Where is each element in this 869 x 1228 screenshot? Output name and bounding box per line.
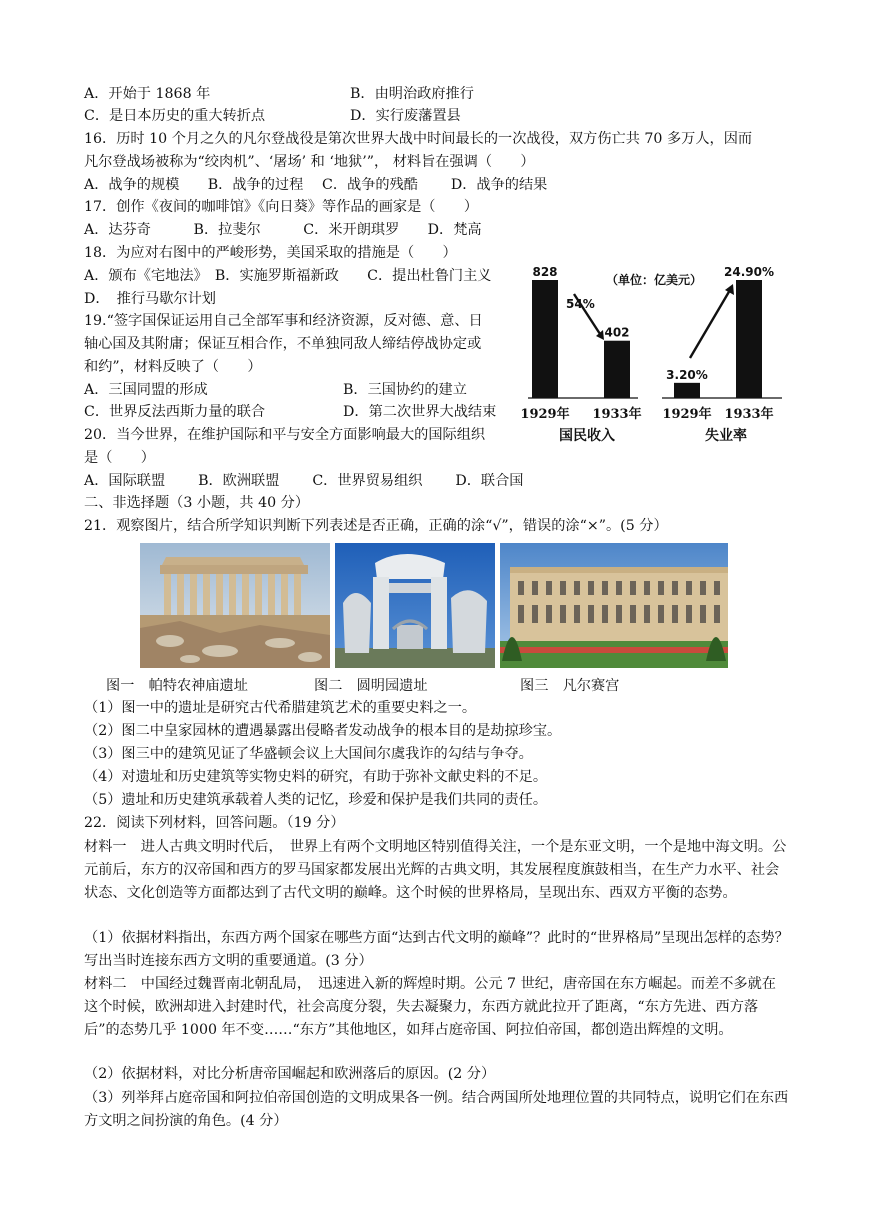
q21-item-4: （4）对遗址和历史建筑等实物史料的研究，有助于弥补文献史料的不足。 — [84, 769, 548, 785]
q21-item-5: （5）遗址和历史建筑承载着人类的记忆，珍爱和保护是我们共同的责任。 — [84, 792, 548, 808]
caption-figure-2: 图二 圆明园遗址 — [314, 678, 428, 694]
q15-option-d: D．实行废藩置县 — [350, 108, 461, 124]
q15-option-b: B．由明治政府推行 — [350, 86, 474, 102]
bar-1-0 — [674, 383, 700, 398]
value-label-1-1: 24.90% — [724, 265, 774, 279]
group-title-1: 失业率 — [705, 428, 747, 444]
chart-svg — [520, 262, 792, 462]
q17-stem: 17．创作《夜间的咖啡馆》《向日葵》等作品的画家是（ ） — [84, 199, 479, 215]
q19-option-b: B．三国协约的建立 — [343, 382, 467, 398]
value-label-0-0: 828 — [532, 265, 558, 279]
q22-stem: 22．阅读下列材料，回答问题。（19 分） — [84, 815, 345, 831]
caption-figure-3: 图三 凡尔赛宫 — [520, 678, 620, 694]
q20-stem-line1: 20．当今世界，在维护国际和平与安全方面影响最大的国际组织 — [84, 427, 486, 443]
bar-0-0 — [532, 280, 558, 398]
q15-option-a: A．开始于 1868 年 — [84, 86, 211, 102]
yuanmingyuan-photo — [335, 543, 495, 668]
q17-options: A．达芬奇 B．拉斐尔 C．米开朗琪罗 D．梵高 — [84, 222, 482, 238]
q21-item-2: （2）图二中皇家园林的遭遇暴露出侵略者发动战争的根本目的是劫掠珍宝。 — [84, 723, 562, 739]
economic-crisis-chart — [520, 262, 792, 462]
group-title-0: 国民收入 — [559, 428, 615, 444]
bar-1-1 — [736, 280, 762, 398]
q19-stem-line1: 19.“签字国保证运用自己全部军事和经济资源，反对德、意、日 — [84, 313, 483, 329]
q20-options: A．国际联盟 B．欧洲联盟 C．世界贸易组织 D．联合国 — [84, 473, 524, 489]
q22-question-3: （3）列举拜占庭帝国和阿拉伯帝国创造的文明成果各一例。结合两国所处地理位置的共同特点，说明它们在东西方文明之间扮演的角色。(4 分） — [84, 1090, 789, 1129]
unemployment-rise-arrowhead — [725, 284, 734, 295]
q18-options-line2: D． 推行马歇尔计划 — [84, 291, 216, 307]
q22-question-2: （2）依据材料，对比分析唐帝国崛起和欧洲落后的原因。(2 分） — [84, 1066, 496, 1082]
bar-0-1 — [604, 341, 630, 398]
q22-material-2: 材料二 中国经过魏晋南北朝乱局， 迅速进入新的辉煌时期。公元 7 世纪，唐帝国在东方崛起。而差不多就在这个时候，欧洲却进入封建时代，社会高度分裂，失去凝聚力，东西方就此拉开了距离，“东方先进、西方落后”的态势几乎 1000 年不变……“东方”其他地区，如拜占庭帝国、阿拉伯帝国，都创造出辉煌的文明。 — [84, 976, 776, 1038]
income-decline-annotation: 54% — [566, 297, 595, 311]
versailles-photo — [500, 543, 728, 668]
q19-option-c: C．世界反法西斯力量的联合 — [84, 404, 266, 420]
q15-option-c: C．是日本历史的重大转折点 — [84, 108, 266, 124]
q18-options-line1: A．颁布《宅地法》 B．实施罗斯福新政 C．提出杜鲁门主义 — [84, 268, 492, 284]
q22-question-1: （1）依据材料指出，东西方两个国家在哪些方面“达到古代文明的巅峰”？此时的“世界格局”呈现出怎样的态势？写出当时连接东西方文明的重要通道。(3 分） — [84, 930, 789, 969]
q16-stem-line1: 16．历时 10 个月之久的凡尔登战役是第次世界大战中时间最长的一次战役，双方伤亡共 70 多万人，因而 — [84, 131, 753, 147]
caption-figure-1: 图一 帕特农神庙遗址 — [106, 678, 248, 694]
q21-stem: 21．观察图片，结合所学知识判断下列表述是否正确，正确的涂“√”，错误的涂“×”。(5 分） — [84, 518, 668, 534]
value-label-1-0: 3.20% — [666, 367, 708, 382]
unit-note: （单位：亿美元） — [606, 273, 703, 287]
parthenon-photo — [140, 543, 330, 668]
section-title: 二、非选择题（3 小题，共 40 分） — [84, 495, 310, 511]
category-label-1-0: 1929年 — [662, 407, 712, 422]
q19-stem-line3: 和约”，材料反映了（ ） — [84, 359, 262, 375]
q22-material-1: 材料一 进人古典文明时代后， 世界上有两个文明地区特别值得关注，一个是东亚文明，一个是地中海文明。公元前后，东方的汉帝国和西方的罗马国家都发展出光辉的古典文明，其发展程度旗鼓相当，在生产力水平、社会状态、文化创造等方面都达到了古代文明的巅峰。这个时候的世界格局，呈现出东、西双方平衡的态势。 — [84, 839, 787, 901]
q16-stem-line2: 凡尔登战场被称为“绞肉机”、‘屠场’ 和 ‘地狱’”， 材料旨在强调（ ） — [84, 154, 535, 170]
q19-option-a: A．三国同盟的形成 — [84, 382, 208, 398]
q18-stem: 18．为应对右图中的严峻形势，美国采取的措施是（ ） — [84, 245, 457, 261]
unemployment-rise-arrow — [690, 290, 730, 358]
category-label-0-0: 1929年 — [520, 407, 570, 422]
q19-stem-line2: 轴心国及其附庸；保证互相合作，不单独同敌人缔结停战协定或 — [84, 336, 482, 352]
category-label-0-1: 1933年 — [592, 407, 642, 422]
q21-item-3: （3）图三中的建筑见证了华盛顿会议上大国间尔虞我诈的勾结与争夺。 — [84, 746, 533, 762]
value-label-0-1: 402 — [604, 325, 630, 340]
q20-stem-line2: 是（ ） — [84, 450, 155, 466]
q21-item-1: （1）图一中的遗址是研究古代希腊建筑艺术的重要史料之一。 — [84, 700, 477, 716]
q19-option-d: D．第二次世界大战结束 — [343, 404, 497, 420]
category-label-1-1: 1933年 — [724, 407, 774, 422]
q16-options: A．战争的规模 B．战争的过程 C．战争的残酷 D．战争的结果 — [84, 177, 548, 193]
